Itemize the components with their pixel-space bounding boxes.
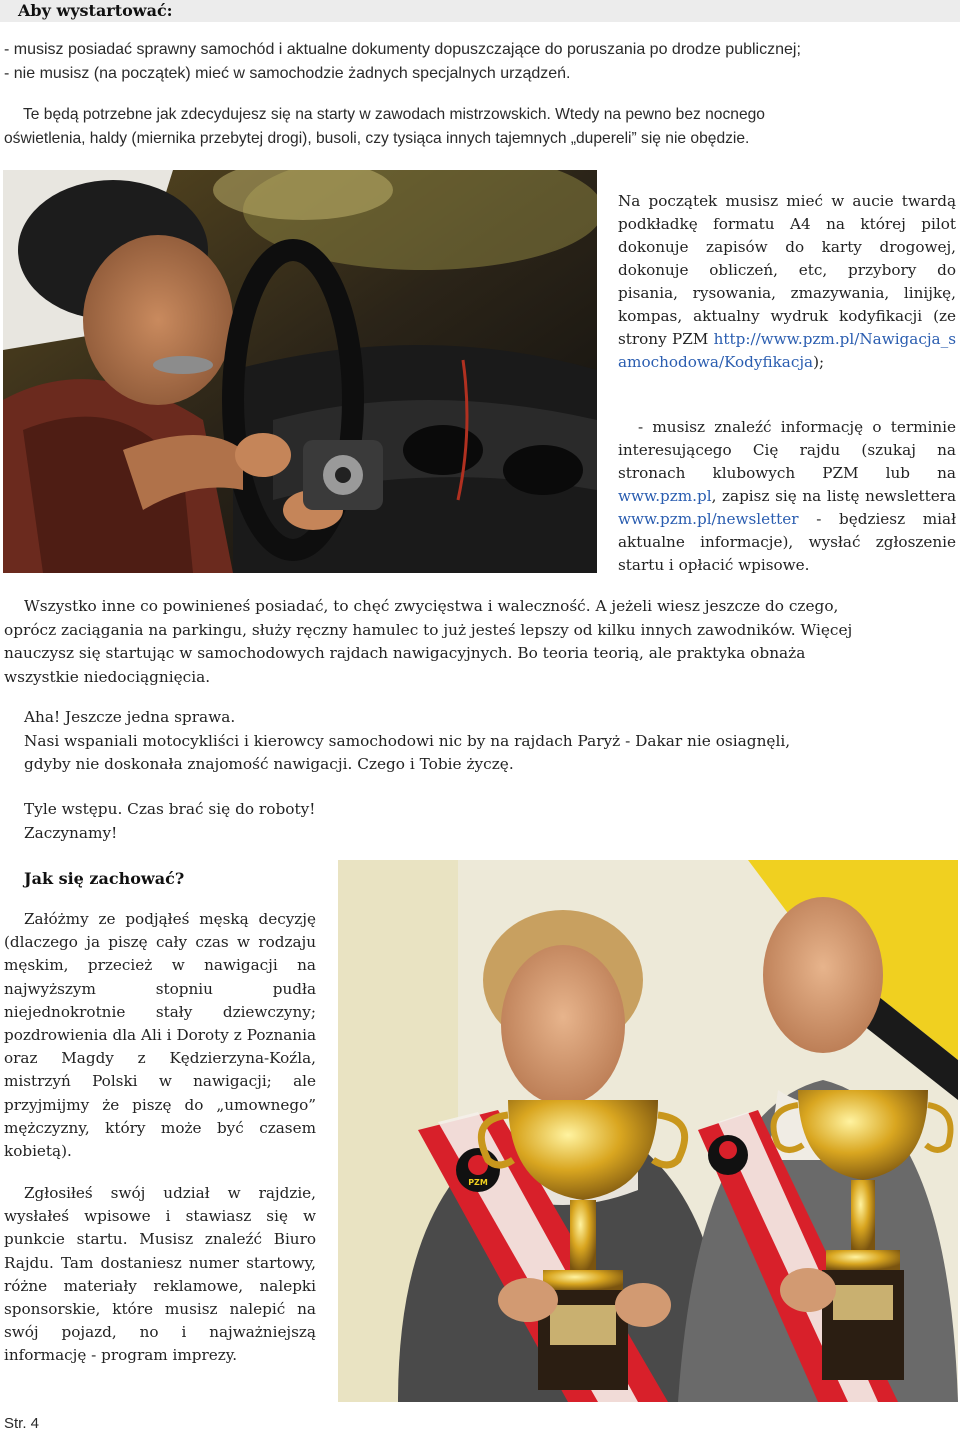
intro-line: - musisz posiadać sprawny samochód i aktualne dokumenty dopuszczające do poruszania po drodze publicznej;: [4, 41, 801, 58]
subheading-how-to-behave: Jak się zachować?: [24, 869, 185, 888]
left-column-paragraph-1: Załóżmy ze podjąłeś męską decyzję (dlaczego ja piszę cały czas w rodzaju męskim, przecież w nawigacji na najwyższym stopniu pudła niejednokrotnie stały dziewczyny; pozdrowienia dla Ali i Doroty z Poznania oraz Magdy z Kędzierzyna-Koźla, mistrzyń Polski w nawigacji; ale przyjmijmy że piszę do „umownego” mężczyzny, który może być czasem kobietą).: [4, 910, 316, 1161]
intro-line: - nie musisz (na początek) mieć w samochodzie żadnych specjalnych urządzeń.: [4, 64, 571, 82]
right-column-paragraph-2: - musisz znaleźć informację o terminie interesującego Cię rajdu (szukaj na stronach klubowych PZM lub na www.pzm.pl, zapisz się na listę newslettera www.pzm.pl/newsletter - będziesz miał aktualne informacje), wysłać zgłoszenie startu i opłacić wpisowe.: [618, 418, 956, 574]
photo-winners-with-trophies: [338, 860, 958, 1402]
aha-paragraph: Aha! Jeszcze jedna sprawa. Nasi wspaniali motocykliści i kierowcy samochodowi nic by na rajdach Paryż - Dakar nie osiagnęli, gdyby nie doskonała znajomość nawigacji. Czego i Tobie życzę.: [24, 708, 791, 773]
right-column-paragraph-1: Na początek musisz mieć w aucie twardą podkładkę formatu A4 na której pilot dokonuje zapisów do karty drogowej, dokonuje obliczeń, etc, przybory do pisania, rysowania, zmazywania, linijkę, kompas, aktualny wydruk kodyfikacji (ze strony PZM http://www.pzm.pl/Nawigacja_samochodowa/Kodyfikacja);: [618, 192, 956, 371]
needs-block: [4, 103, 960, 150]
section-heading: Aby wystartować:: [18, 1, 173, 20]
start-paragraph: Tyle wstępu. Czas brać się do roboty! Zaczynamy!: [24, 800, 316, 842]
kodyfikacja-link[interactable]: http://www.pzm.pl/Nawigacja_samochodowa/Kodyfikacja: [618, 330, 956, 371]
photo-navigator-installing-device: [3, 170, 597, 573]
everything-paragraph: Wszystko inne co powinieneś posiadać, to chęć zwycięstwa i waleczność. A jeżeli wiesz jeszcze do czego, oprócz zaciągania na parkingu, służy ręczny hamulec to już jesteś lepszy od kilku innych zawodników. Więcej nauczysz się startując w samochodowych rajdach nawigacyjnych. Bo teoria teorią, ale praktyka obnaża wszystkie niedociągnięcia.: [4, 597, 853, 686]
needs-line: Te będą potrzebne jak zdecydujesz się na starty w zawodach mistrzowskich. Wtedy na pewno bez nocnego: [23, 106, 765, 123]
newsletter-link[interactable]: www.pzm.pl/newsletter: [618, 510, 799, 528]
needs-line: oświetlenia, haldy (miernika przebytej drogi), busoli, czy tysiąca innych tajemnych „dupereli” się nie obędzie.: [4, 129, 750, 147]
pzm-link[interactable]: www.pzm.pl: [618, 487, 712, 505]
intro-block: [4, 38, 956, 85]
left-column-paragraph-2: Zgłosiłeś swój udział w rajdzie, wysłałeś wpisowe i stawiasz się w punkcie startu. Musisz znaleźć Biuro Rajdu. Tam dostaniesz numer startowy, różne materiały reklamowe, nalepki sponsorskie, które musisz nalepić na swój pojazd, no i najważniejszą informację - program imprezy.: [4, 1184, 316, 1365]
pzm-badge-text: PZM: [468, 1178, 488, 1187]
page-number: Str. 4: [4, 1415, 40, 1432]
